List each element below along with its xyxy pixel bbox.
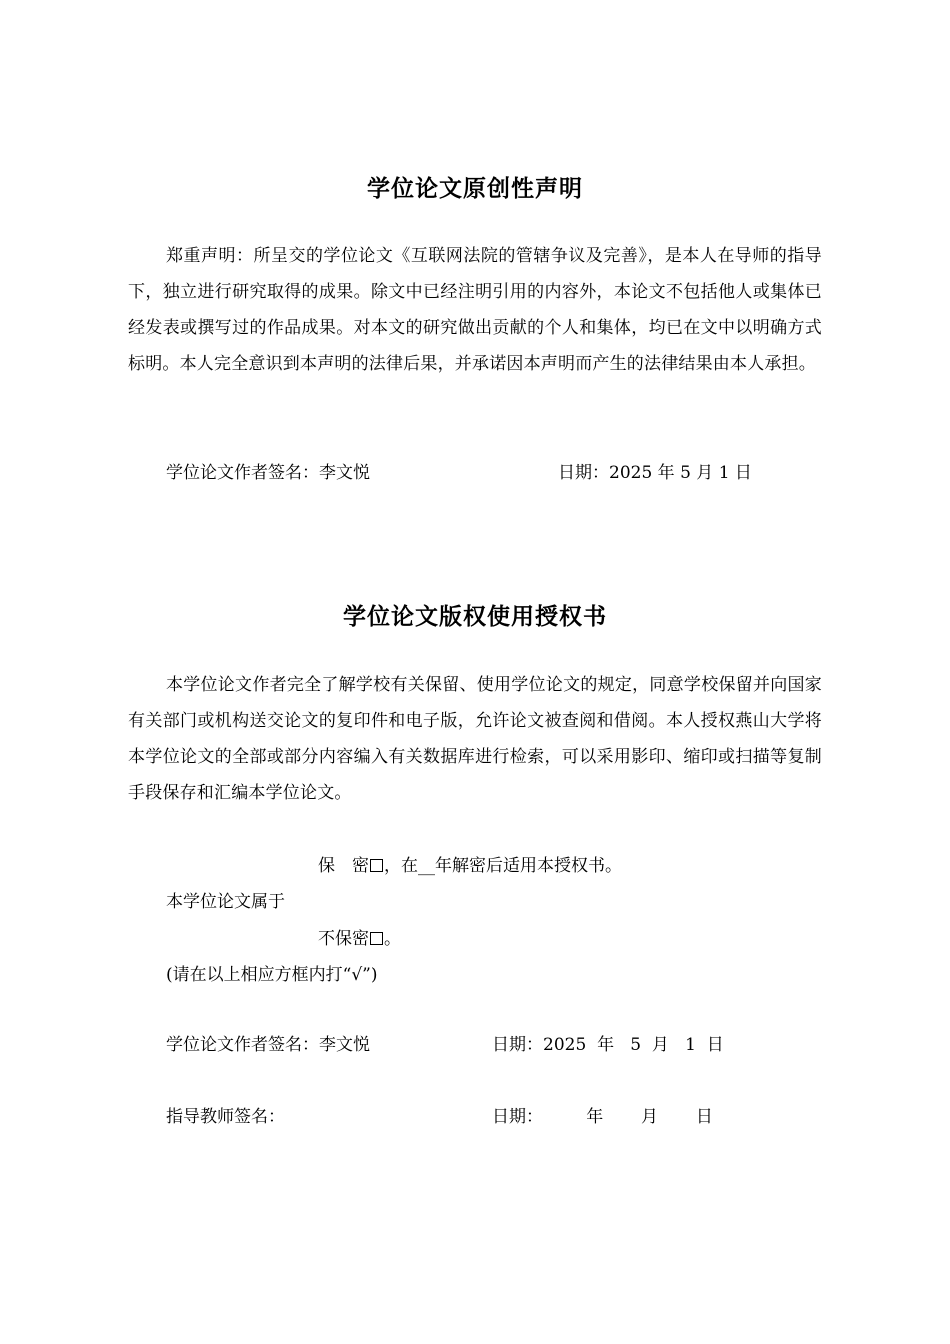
authorization-body: 本学位论文作者完全了解学校有关保留、使用学位论文的规定，同意学校保留并向国家有关部门或机构送交论文的复印件和电子版，允许论文被查阅和借阅。本人授权燕山大学将本学位论文的全部或部分内容编入有关数据库进行检索，可以采用影印、缩印或扫描等复制手段保存和汇编本学位论文。	[128, 675, 822, 803]
declaration-body: 郑重声明：所呈交的学位论文《互联网法院的管辖争议及完善》，是本人在导师的指导下，独立进行研究取得的成果。除文中已经注明引用的内容外，本论文不包括他人或集体已经发表或撰写过的作品成果。对本文的研究做出贡献的个人和集体，均已在文中以明确方式标明。本人完全意识到本声明的法律后果，并承诺因本声明而产生的法律结果由本人承担。	[128, 246, 822, 374]
declaration-title: 学位论文原创性声明	[367, 176, 583, 202]
advisor-date: 日期： 年 月 日	[492, 1107, 713, 1127]
advisor-signature: 指导教师签名：	[166, 1107, 285, 1127]
author-signature: 学位论文作者签名：李文悦	[166, 1035, 370, 1055]
secret-suffix: ，在__年解密后适用本授权书。	[384, 856, 622, 876]
nonsecret-label: 不保密	[318, 929, 369, 949]
secret-option	[318, 851, 622, 876]
author-date: 日期：2025 年 5 月 1 日	[492, 1035, 724, 1055]
declaration-date: 日期：2025 年 5 月 1 日	[558, 463, 752, 483]
secret-label: 保 密	[318, 856, 369, 876]
nonsecret-checkbox[interactable]	[370, 932, 383, 945]
nonsecret-option	[318, 924, 401, 949]
declaration-signature: 学位论文作者签名：李文悦	[166, 463, 370, 483]
authorization-title: 学位论文版权使用授权书	[343, 604, 607, 630]
nonsecret-suffix: 。	[384, 929, 401, 949]
check-note: (请在以上相应方框内打“√”)	[166, 965, 378, 985]
belongs-label: 本学位论文属于	[166, 892, 285, 912]
secret-checkbox[interactable]	[370, 859, 383, 872]
